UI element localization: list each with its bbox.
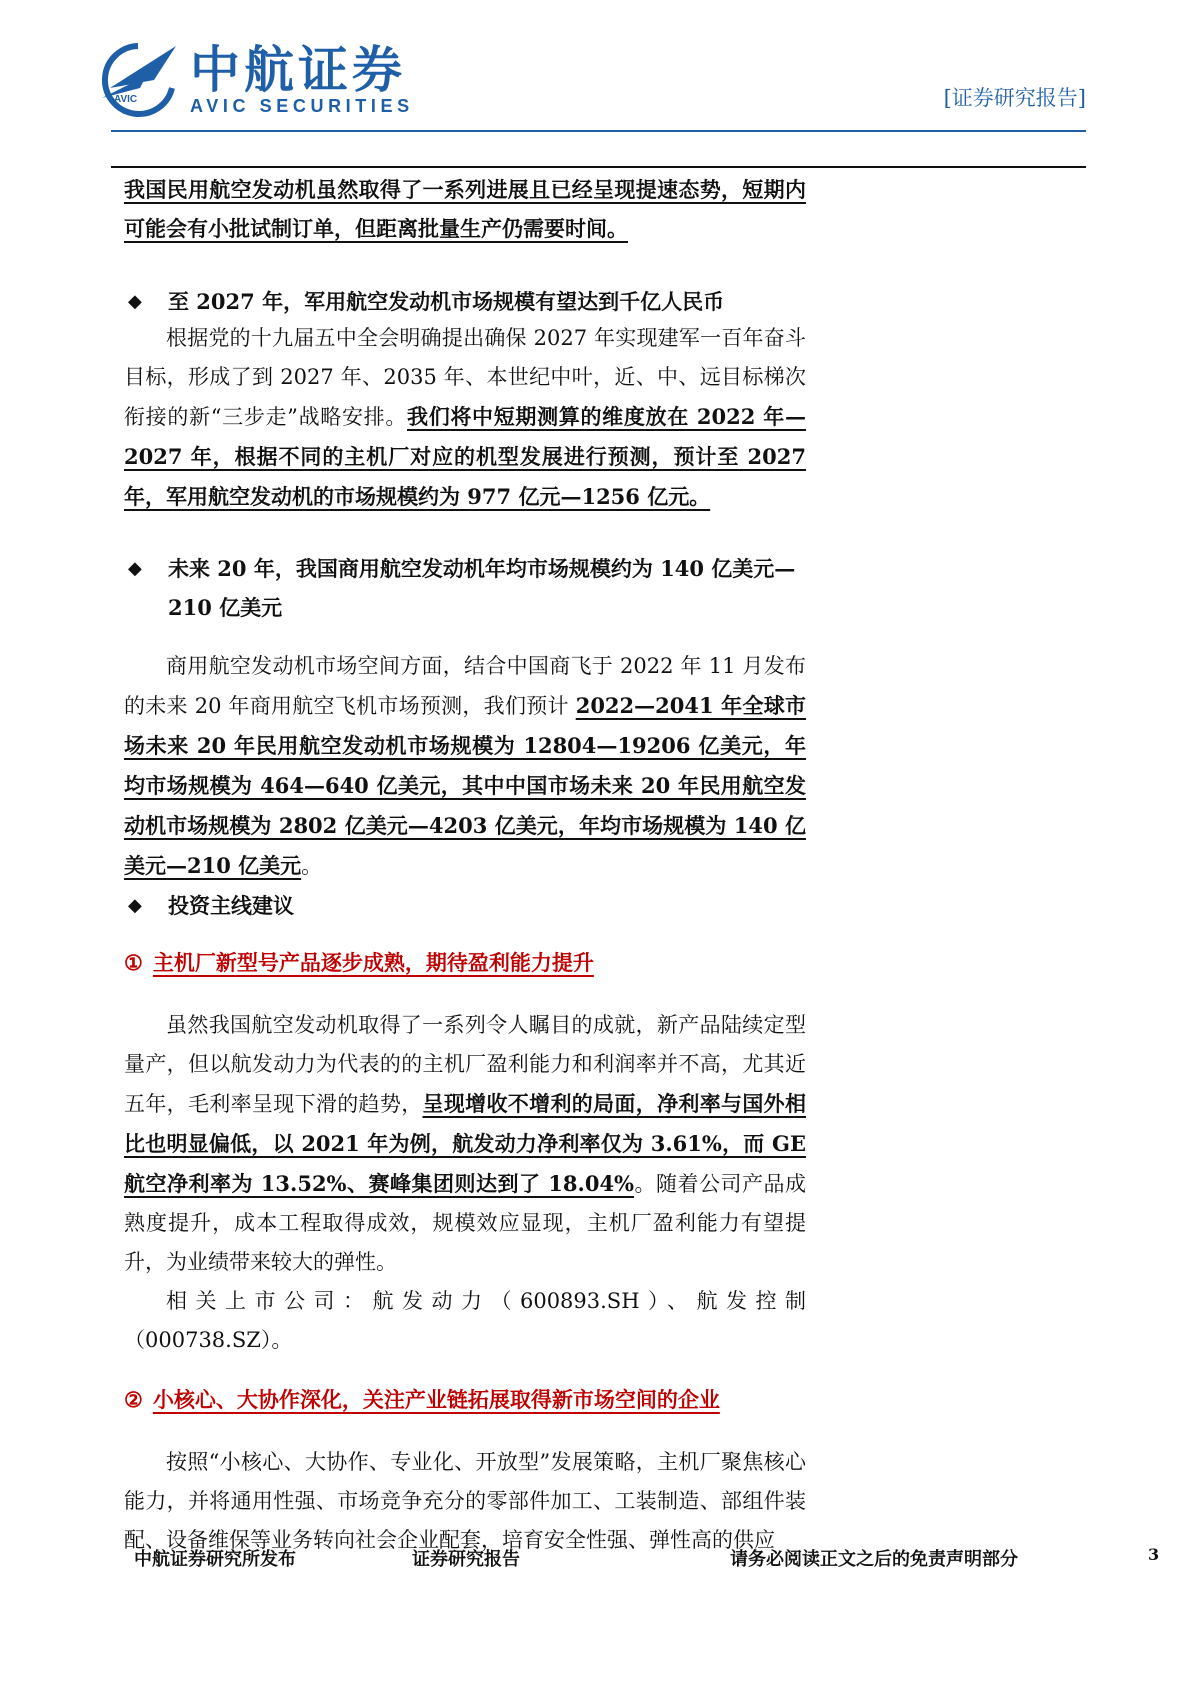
header-divider [111, 130, 1086, 132]
commercial-text-c: 。 [301, 854, 323, 878]
content-top-rule [111, 166, 1086, 168]
page-number: 3 [1148, 1545, 1160, 1564]
oem-text-a: 虽然我国航空发动机取得了一系列令人瞩目的成就，新产品陆续定型量产，但以航发动力为代表的的主机厂盈利能力和利润率并不高，尤其近五年，毛利率呈现下滑的趋势， [124, 1013, 806, 1116]
section-title: 至 2027 年，军用航空发动机市场规模有望达到千亿人民币 [168, 289, 725, 314]
military-paragraph [124, 319, 806, 517]
subsection-title: 小核心、大协作深化，关注产业链拓展取得新市场空间的企业 [152, 1387, 720, 1412]
section-title: 未来 20 年，我国商用航空发动机年均市场规模约为 140 亿美元—210 亿美元 [168, 556, 796, 620]
footer-publisher: 中航证券研究所发布 [134, 1549, 296, 1570]
avic-logo-icon [92, 40, 184, 120]
section-investment [124, 886, 806, 925]
commercial-paragraph [124, 647, 806, 886]
diamond-bullet-icon: ◆ [128, 558, 142, 579]
military-text-a: 根据党的十九届五中全会明确提出确保 2027 年实现建军一百年奋斗目标，形成了到 2027 年、2035 年、本世纪中叶，近、中、远目标梯次衔接的新“三步走”战略安排。 [124, 326, 806, 429]
commercial-text-b: 2022—2041 年全球市场未来 20 年民用航空发动机市场规模为 12804—19206 亿美元，年均市场规模为 464—640 亿美元，其中中国市场未来 20 年民用航空发动机市场规模为 2802 亿美元—4203 亿美元，年均市场规模为 140 亿美元—210 亿美元 [124, 693, 806, 878]
related-companies: 相关上市公司：航发动力（600893.SH）、航发控制（000738.SZ）。 [124, 1289, 806, 1352]
logo-badge-text: AVIC [114, 94, 138, 105]
diamond-bullet-icon: ◆ [128, 291, 142, 312]
subsection-title: 主机厂新型号产品逐步成熟，期待盈利能力提升 [152, 950, 594, 975]
circled-number-1: ① [124, 950, 143, 975]
oem-paragraph [124, 1006, 806, 1282]
oem-text-c: 。随着公司产品成熟度提升，成本工程取得成效，规模效应显现，主机厂盈利能力有望提升，为业绩带来较大的弹性。 [124, 1172, 807, 1274]
avic-logo [92, 40, 422, 120]
logo-chinese-name: 中航证券 [190, 41, 406, 99]
footer-report-type: 证券研究报告 [412, 1549, 520, 1570]
supply-chain-paragraph: 按照“小核心、大协作、专业化、开放型”发展策略，主机厂聚焦核心能力，并将通用性强、市场竞争充分的零部件加工、工装制造、部组件装配、设备维保等业务转向社会企业配套，培育安全性强、弹性高的供应 [124, 1450, 806, 1552]
section-commercial-engine [124, 549, 806, 627]
intro-text: 我国民用航空发动机虽然取得了一系列进展且已经呈现提速态势，短期内可能会有小批试制订单，但距离批量生产仍需要时间。 [124, 177, 806, 241]
oem-text-b: 呈现增收不增利的局面，净利率与国外相比也明显偏低，以 2021 年为例，航发动力净利率仅为 3.61%，而 GE 航空净利率为 13.52%、赛峰集团则达到了 18.04% [124, 1091, 806, 1196]
section-title: 投资主线建议 [168, 893, 294, 918]
subsection-oem-heading [124, 943, 806, 982]
diamond-bullet-icon: ◆ [128, 895, 142, 916]
commercial-text-a: 商用航空发动机市场空间方面，结合中国商飞于 2022 年 11 月发布的未来 20 年商用航空飞机市场预测，我们预计 [124, 654, 806, 718]
report-type-tag: [证券研究报告] [943, 86, 1086, 110]
report-body [124, 170, 806, 1560]
intro-paragraph [124, 170, 806, 248]
subsection-supply-chain-heading [124, 1380, 806, 1419]
section-military-engine [124, 282, 806, 321]
military-text-b: 我们将中短期测算的维度放在 2022 年—2027 年，根据不同的主机厂对应的机型发展进行预测，预计至 2027 年，军用航空发动机的市场规模约为 977 亿元—1256 亿元。 [124, 404, 806, 509]
logo-english-name: AVIC SECURITIES [190, 96, 414, 116]
footer-disclaimer: 请务必阅读正文之后的免责声明部分 [730, 1549, 1018, 1570]
circled-number-2: ② [124, 1387, 143, 1412]
